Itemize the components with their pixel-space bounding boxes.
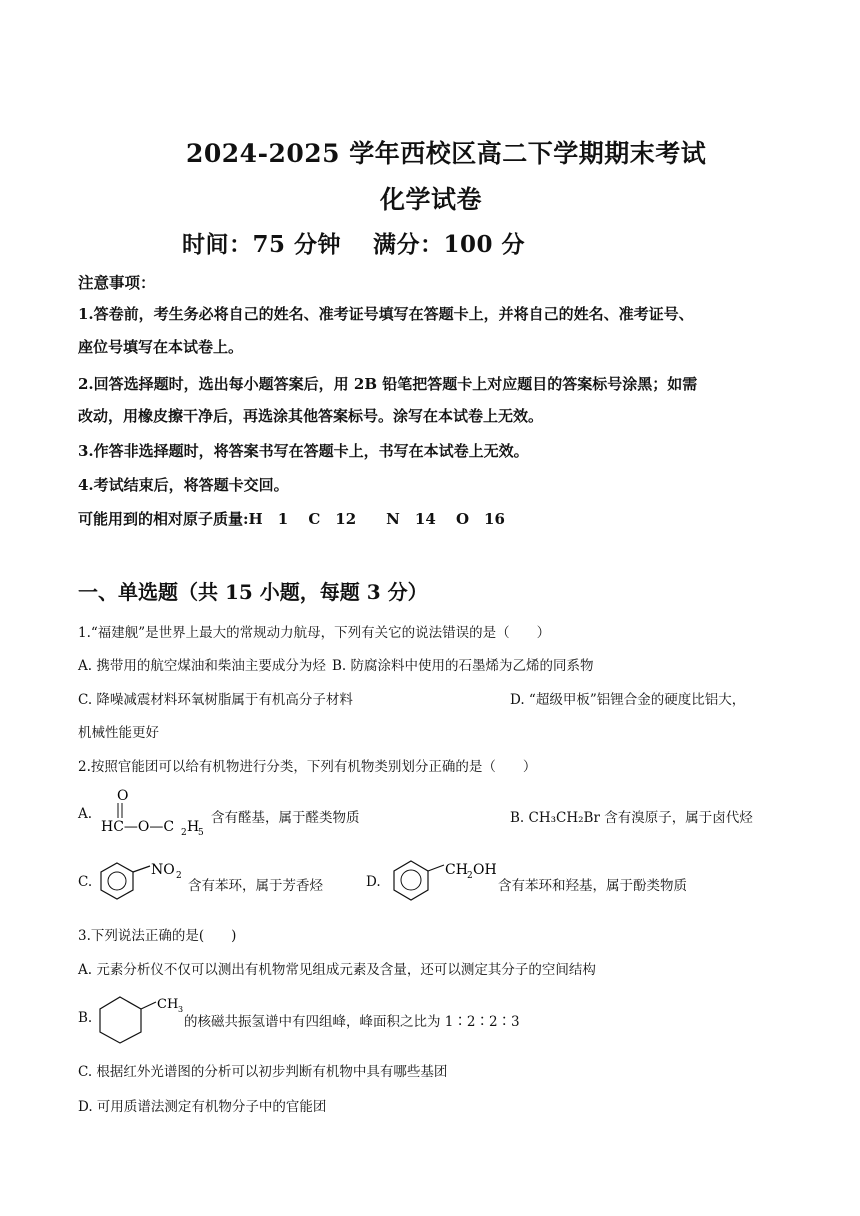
ethyl-formate-structure	[96, 786, 212, 836]
q2-option-c-label: C.	[78, 874, 93, 890]
methyl-group-label: CH	[157, 997, 179, 1012]
exam-title: 2024-2025 学年西校区高二下学期期末考试	[186, 139, 707, 168]
notice-line-6: 4.考试结束后，将答题卡交回。	[78, 476, 289, 494]
q1-option-d-cont: 机械性能更好	[78, 725, 159, 741]
methylcyclohexane-structure	[98, 992, 188, 1044]
ester-chain-label: HC—O—C	[101, 819, 175, 835]
atomic-mass-line: 可能用到的相对原子质量:H 1 C 12 N 14 O 16	[78, 510, 505, 528]
q1-option-c: C. 降噪减震材料环氧树脂属于有机高分子材料	[78, 692, 353, 708]
q1-option-a: A. 携带用的航空煤油和柴油主要成分为烃	[78, 658, 326, 674]
nitrobenzene-structure	[100, 858, 190, 904]
ester-chain-sub5: 5	[198, 828, 204, 838]
notice-heading: 注意事项：	[78, 273, 156, 292]
hydroxymethyl-sub: 2	[467, 871, 473, 881]
q3-option-d: D. 可用质谱法测定有机物分子中的官能团	[78, 1099, 327, 1115]
q1-stem: 1.“福建舰”是世界上最大的常规动力航母，下列有关它的说法错误的是（ ）	[78, 625, 551, 641]
carbonyl-oxygen-label: O	[117, 788, 129, 804]
q2-option-d-label: D.	[366, 874, 381, 890]
exam-subtitle: 化学试卷	[380, 185, 483, 214]
q2-option-b: B. CH₃CH₂Br 含有溴原子，属于卤代烃	[510, 810, 753, 826]
notice-line-5: 3.作答非选择题时，将答案书写在答题卡上，书写在本试卷上无效。	[78, 442, 529, 460]
q1-option-d: D. “超级甲板”铝锂合金的硬度比铝大，	[510, 692, 746, 708]
nitro-group-sub: 2	[176, 871, 182, 881]
methyl-group-sub: 3	[178, 1005, 184, 1014]
nitro-group-label: NO	[151, 862, 175, 878]
hydroxymethyl-oh: OH	[473, 862, 497, 878]
section-title: 一、单选题（共 15 小题，每题 3 分）	[78, 580, 428, 604]
q3-stem: 3.下列说法正确的是( )	[78, 928, 237, 944]
notice-line-3: 2.回答选择题时，选出每小题答案后，用 2B 铅笔把答题卡上对应题目的答案标号涂黑；如需	[78, 375, 698, 393]
q3-option-a: A. 元素分析仪不仅可以测出有机物常见组成元素及含量，还可以测定其分子的空间结构	[78, 962, 596, 978]
notice-line-4: 改动，用橡皮擦干净后，再选涂其他答案标号。涂写在本试卷上无效。	[78, 407, 544, 425]
benzyl-alcohol-structure	[392, 855, 500, 903]
ester-chain-h: H	[187, 819, 200, 835]
hydroxymethyl-label: CH	[445, 862, 468, 878]
ester-chain-sub2: 2	[181, 828, 187, 838]
q3-option-c: C. 根据红外光谱图的分析可以初步判断有机物中具有哪些基团	[78, 1064, 448, 1080]
q3-option-b-text: 的核磁共振氢谱中有四组峰，峰面积之比为 1∶2∶2∶3	[184, 1014, 520, 1030]
q2-option-d-text: 含有苯环和羟基，属于酚类物质	[498, 878, 687, 894]
q2-option-a-text: 含有醛基，属于醛类物质	[211, 810, 360, 826]
q3-option-b-label: B.	[78, 1010, 93, 1026]
q2-option-a-label: A.	[78, 806, 93, 822]
exam-meta: 时间：75 分钟 满分：100 分	[182, 231, 526, 258]
notice-line-1: 1.答卷前，考生务必将自己的姓名、准考证号填写在答题卡上，并将自己的姓名、准考证号、	[78, 305, 694, 323]
q1-option-b: B. 防腐涂料中使用的石墨烯为乙烯的同系物	[332, 658, 594, 674]
q2-option-c-text: 含有苯环，属于芳香烃	[188, 878, 323, 894]
q2-stem: 2.按照官能团可以给有机物进行分类，下列有机物类别划分正确的是（ ）	[78, 759, 537, 775]
notice-line-2: 座位号填写在本试卷上。	[78, 338, 244, 356]
